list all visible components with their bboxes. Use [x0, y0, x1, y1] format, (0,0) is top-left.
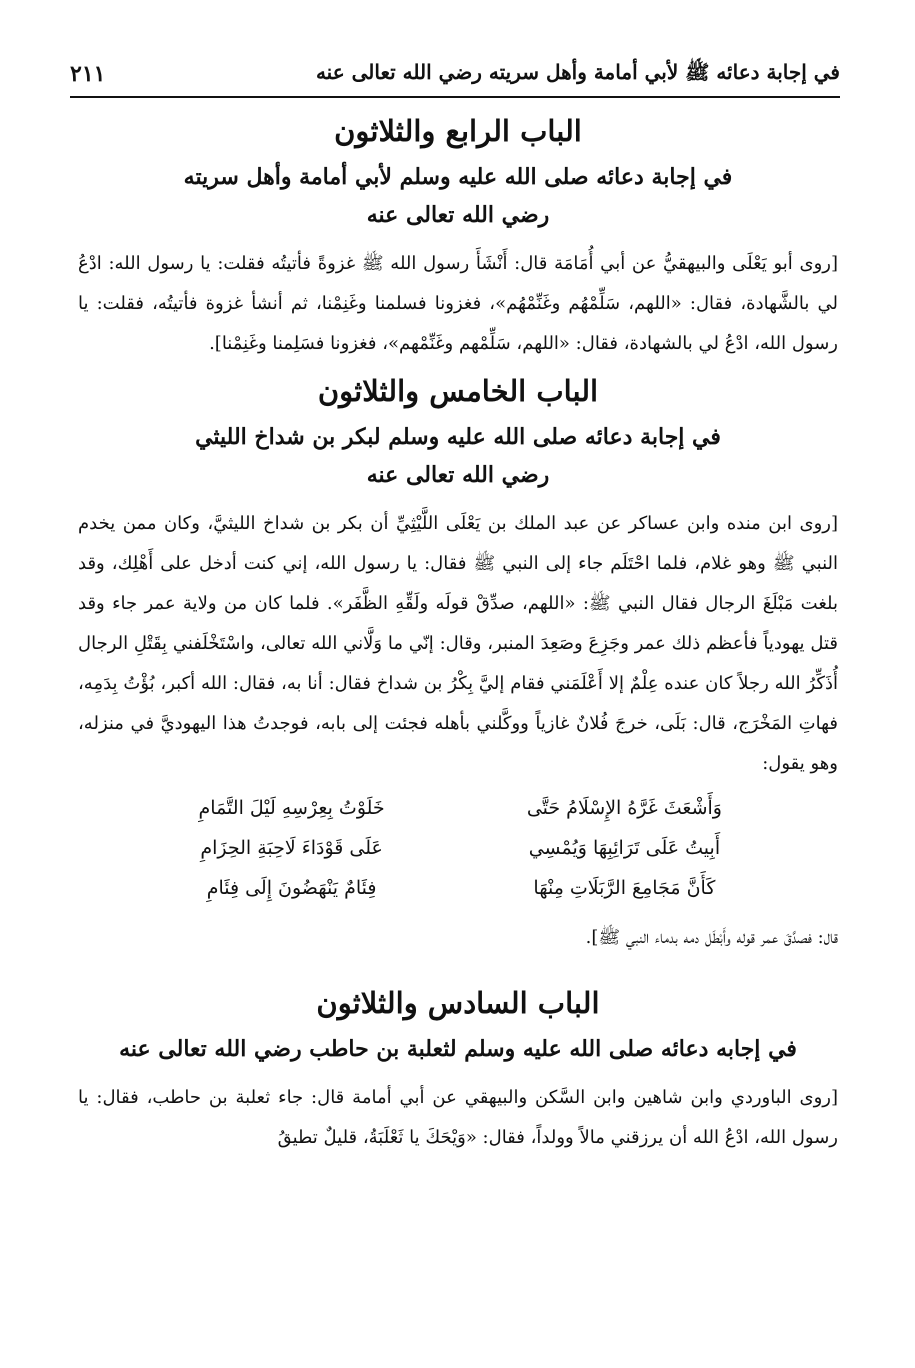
chapter-subtitle: في إجابه دعائه صلى الله عليه وسلم لثعلبة بن حاطب رضي الله تعالى عنه	[119, 1036, 797, 1062]
running-header	[70, 52, 840, 98]
verse-first-hemistich: وَأَشْعَثَ غَرَّهُ الإِسْلَامُ حَتَّى	[526, 797, 722, 819]
chapter-title: الباب السادس والثلاثون	[316, 986, 600, 1020]
verse-second-hemistich: عَلَى قَوْدَاءَ لَاحِبَةِ الحِزَامِ	[200, 837, 383, 859]
poem	[138, 788, 778, 908]
verse-second-hemistich: فِئَامٌ يَنْهَضُونَ إِلَى فِئَامِ	[206, 877, 377, 899]
chapter-subtitle: في إجابة دعائه صلى الله عليه وسلم لأبي أمامة وأهل سريته	[183, 164, 733, 190]
page-content	[78, 104, 838, 1162]
chapter-title: الباب الخامس والثلاثون	[317, 374, 599, 408]
poem-verse	[138, 828, 778, 868]
chapter-subtitle: رضي الله تعالى عنه	[366, 202, 550, 228]
chapter-35	[78, 370, 838, 958]
chapter-subtitle: في إجابة دعائه صلى الله عليه وسلم لبكر بن شداخ الليثي	[195, 424, 721, 450]
chapter-closing: قال: فصدَّقَ عمر قوله وأَبْطَل دمه بدماء النبي ﷺ].	[585, 927, 838, 948]
poem-verse	[138, 788, 778, 828]
chapter-34	[78, 110, 838, 364]
chapter-title: الباب الرابع والثلاثون	[334, 114, 582, 148]
running-title: في إجابة دعائه ﷺ لأبي أمامة وأهل سريته رضي الله تعالى عنه	[315, 59, 840, 84]
chapter-36	[78, 982, 838, 1158]
chapter-subtitle: رضي الله تعالى عنه	[366, 462, 550, 488]
verse-first-hemistich: كَأَنَّ مَجَامِعَ الرَّبَلَاتِ مِنْهَا	[533, 877, 716, 899]
chapter-paragraph: [روى أبو يَعْلَى والبيهقيُّ عن أبي أُمَامَة قال: أَنْشَأَ رسول الله ﷺ غزوةً فأتيتُه فقلت: يا رسول الله: ادْعُ لي بالشَّهادة، فقال: «اللهم، سَلِّمْهُم وغَنِّمْهُم»، فغزونا فسلمنا وغَنِمْنا، ثم أنشأ غزوة فأتيتُه، فقلت: يا رسول الله، ادْعُ لي بالشهادة، فقال: «اللهم، سَلِّمْهم وغَنِّمْهم»، فغزونا فسَلِمنا وغَنِمْنا].	[78, 253, 838, 354]
poem-verse	[138, 868, 778, 908]
verse-first-hemistich: أَبِيتُ عَلَى تَرَائِبِهَا وَيُمْسِي	[528, 837, 721, 859]
chapter-paragraph: [روى الباوردي وابن شاهين وابن السَّكن والبيهقي عن أبي أمامة قال: جاء ثعلبة بن حاطب، فقال: يا رسول الله، ادْعُ الله أن يرزقني مالاً وولداً، فقال: «وَيْحَكَ يا ثَعْلَبَةُ، قليلٌ تطيقُ	[78, 1087, 838, 1148]
verse-second-hemistich: خَلَوْتُ بِعِرْسِهِ لَيْلَ التَّمَامِ	[198, 797, 385, 819]
chapter-paragraph: [روى ابن منده وابن عساكر عن عبد الملك بن يَعْلَى اللَّيْثِيِّ أن بكر بن شداخ الليثيَّ، وكان ممن يخدم النبي ﷺ وهو غلام، فلما احْتَلَم جاء إلى النبي ﷺ فقال: يا رسول الله، إني كنت أدخل على أَهْلِك، وقد بلغت مَبْلَغَ الرجال فقال النبي ﷺ: «اللهم، صدِّقْ قولَه ولَقِّهِ الظَّفَر». فلما كان من ولاية عمر جاء وقد قتل يهودياً فأعظم ذلك عمر وجَزِعَ وصَعِدَ المنبر، وقال: إنّي ما وَلَّاني الله تعالى، واسْتَخْلَفني بِقَتْلِ الرجال أُذَكِّرُ الله رجلاً كان عنده عِلْمٌ إلا أَعْلَمَني فقام إليَّ بِكْرُ بن شداخ فقال: أنا به، فقال: الله أكبر، بُؤْتُ بِدَمِه، فهاتِ المَخْرَج، قال: بَلَى، خرجَ فُلانٌ غازياً ووكَّلني بأهله فجئت إلى بابه، فوجدتُ هذا اليهوديَّ في منزله، وهو يقول:	[78, 513, 838, 774]
page-number: ٢١١	[70, 61, 106, 87]
